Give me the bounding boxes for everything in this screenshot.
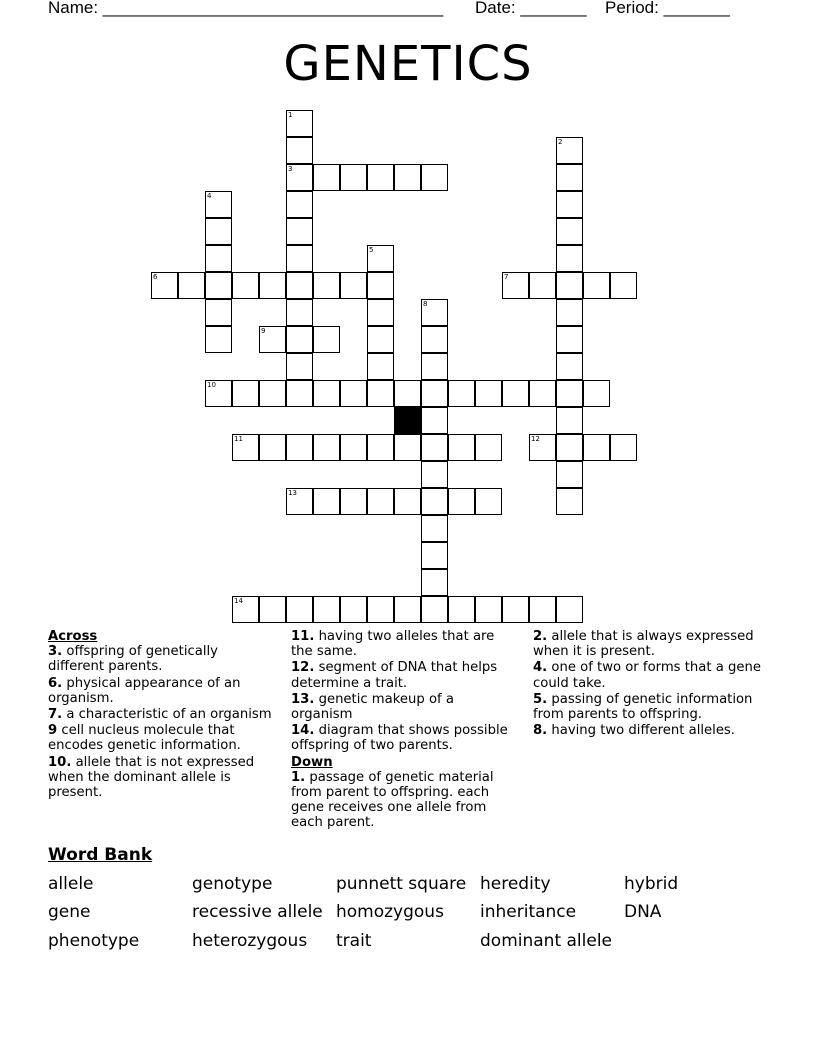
clue-down-1: 1. passage of genetic material from parent to offspring. each gene receives one allele from each parent. xyxy=(291,769,494,831)
crossword-cell[interactable] xyxy=(502,272,529,299)
crossword-cell[interactable] xyxy=(610,272,637,299)
crossword-cell[interactable] xyxy=(394,596,421,623)
crossword-cell[interactable] xyxy=(340,380,367,407)
crossword-cell[interactable] xyxy=(367,299,394,326)
page-title: GENETICS xyxy=(283,36,533,92)
clue-across-6: 6. physical appearance of an organism. xyxy=(48,675,241,706)
crossword-cell[interactable] xyxy=(313,272,340,299)
crossword-cell[interactable] xyxy=(475,434,502,461)
crossword-cell[interactable] xyxy=(556,596,583,623)
crossword-cell[interactable] xyxy=(259,596,286,623)
crossword-cell[interactable] xyxy=(556,461,583,488)
crossword-cell[interactable] xyxy=(286,380,313,407)
crossword-cell[interactable] xyxy=(556,218,583,245)
crossword-cell[interactable] xyxy=(583,434,610,461)
crossword-cell[interactable] xyxy=(556,353,583,380)
word-bank-item: gene xyxy=(48,902,91,922)
crossword-cell[interactable] xyxy=(583,380,610,407)
clue-number: 3 xyxy=(288,165,293,173)
clue-across-3: 3. offspring of genetically different parents. xyxy=(48,644,218,675)
clue-down-5: 5. passing of genetic information from parents to offspring. xyxy=(533,691,753,723)
clue-across-14: 14. diagram that shows possible offspring of two parents. xyxy=(291,723,508,754)
crossword-cell[interactable] xyxy=(232,434,259,461)
clue-column-1 xyxy=(48,629,276,801)
crossword-cell[interactable] xyxy=(205,326,232,353)
crossword-cell[interactable] xyxy=(286,245,313,272)
crossword-cell[interactable] xyxy=(367,488,394,515)
crossword-cell[interactable] xyxy=(529,380,556,407)
word-bank-item: phenotype xyxy=(48,931,140,951)
crossword-cell[interactable] xyxy=(205,245,232,272)
clue-number: 2 xyxy=(558,138,563,146)
crossword-cell[interactable] xyxy=(556,380,583,407)
crossword-cell[interactable] xyxy=(421,596,448,623)
crossword-cell[interactable] xyxy=(421,434,448,461)
clue-number: 8 xyxy=(423,300,428,308)
clue-number: 7 xyxy=(504,273,509,281)
crossword-cell[interactable] xyxy=(286,353,313,380)
crossword-cell[interactable] xyxy=(259,380,286,407)
word-bank-item: genotype xyxy=(192,874,273,894)
crossword-cell[interactable] xyxy=(205,299,232,326)
crossword-cell[interactable] xyxy=(286,110,313,137)
word-bank-item: recessive allele xyxy=(192,902,323,922)
crossword-cell[interactable] xyxy=(340,272,367,299)
clue-number: 13 xyxy=(288,489,297,497)
clue-number: 12 xyxy=(531,435,540,443)
clue-across-11: 11. having two alleles that are the same. xyxy=(291,629,495,660)
clue-across-12: 12. segment of DNA that helps determine a trait. xyxy=(291,660,498,691)
crossword-cell[interactable] xyxy=(421,488,448,515)
crossword-cell[interactable] xyxy=(367,596,394,623)
crossword-cell[interactable] xyxy=(394,164,421,191)
crossword-cell[interactable] xyxy=(421,299,448,326)
crossword-cell[interactable] xyxy=(340,164,367,191)
crossword-cell[interactable] xyxy=(367,380,394,407)
crossword-cell[interactable] xyxy=(286,596,313,623)
crossword-cell[interactable] xyxy=(502,380,529,407)
crossword-cell[interactable] xyxy=(421,461,448,488)
crossword-cell[interactable] xyxy=(475,488,502,515)
crossword-cell[interactable] xyxy=(313,164,340,191)
crossword-cell[interactable] xyxy=(421,326,448,353)
crossword-cell[interactable] xyxy=(367,272,394,299)
word-bank-item: dominant allele xyxy=(480,931,613,951)
crossword-cell[interactable] xyxy=(421,164,448,191)
word-bank-item: DNA xyxy=(624,902,662,922)
clue-across-7: 7. a characteristic of an organism xyxy=(48,707,272,723)
crossword-cell[interactable] xyxy=(367,245,394,272)
crossword-cell[interactable] xyxy=(313,380,340,407)
crossword-cell[interactable] xyxy=(448,488,475,515)
crossword-cell[interactable] xyxy=(313,488,340,515)
clue-column-3 xyxy=(533,629,761,739)
crossword-cell[interactable] xyxy=(259,326,286,353)
across-heading: Across xyxy=(48,629,98,644)
crossword-cell[interactable] xyxy=(259,272,286,299)
crossword-cell[interactable] xyxy=(556,245,583,272)
crossword-cell[interactable] xyxy=(205,380,232,407)
crossword-cell[interactable] xyxy=(286,326,313,353)
crossword-cell[interactable] xyxy=(313,326,340,353)
crossword-cell[interactable] xyxy=(232,272,259,299)
crossword-cell[interactable] xyxy=(475,380,502,407)
black-cell xyxy=(394,407,421,434)
crossword-cell[interactable] xyxy=(286,488,313,515)
crossword-cell[interactable] xyxy=(556,272,583,299)
crossword-cell[interactable] xyxy=(421,380,448,407)
clue-column-2 xyxy=(291,629,519,832)
crossword-cell[interactable] xyxy=(394,380,421,407)
word-bank-item: heredity xyxy=(480,874,551,894)
crossword-cell[interactable] xyxy=(502,596,529,623)
crossword-cell[interactable] xyxy=(556,191,583,218)
down-heading: Down xyxy=(291,754,333,770)
word-bank-item: inheritance xyxy=(480,902,577,922)
clue-number: 5 xyxy=(369,246,374,254)
clue-number: 11 xyxy=(234,435,243,443)
crossword-cell[interactable] xyxy=(340,596,367,623)
crossword-cell[interactable] xyxy=(556,137,583,164)
crossword-cell[interactable] xyxy=(286,164,313,191)
clue-down-4: 4. one of two or forms that a gene could take. xyxy=(533,660,761,691)
word-bank-item: punnett square xyxy=(336,874,467,894)
clue-number: 10 xyxy=(207,381,216,389)
crossword-cell[interactable] xyxy=(178,272,205,299)
crossword-cell[interactable] xyxy=(421,569,448,596)
crossword-cell[interactable] xyxy=(340,434,367,461)
crossword-cell[interactable] xyxy=(556,488,583,515)
clue-down-8: 8. having two different alleles. xyxy=(533,723,735,739)
crossword-cell[interactable] xyxy=(259,434,286,461)
crossword-cell[interactable] xyxy=(232,380,259,407)
crossword-cell[interactable] xyxy=(151,272,178,299)
crossword-cell[interactable] xyxy=(340,488,367,515)
crossword-cell[interactable] xyxy=(367,164,394,191)
clue-across-9: 9 cell nucleus molecule that encodes genetic information. xyxy=(48,723,241,754)
crossword-cell[interactable] xyxy=(232,596,259,623)
clue-number: 6 xyxy=(153,273,158,281)
crossword-cell[interactable] xyxy=(556,164,583,191)
clue-number: 14 xyxy=(234,597,243,605)
crossword-cell[interactable] xyxy=(421,407,448,434)
word-bank-item: allele xyxy=(48,874,94,894)
crossword-cell[interactable] xyxy=(286,137,313,164)
date-field[interactable]: Date: _______ xyxy=(475,0,587,17)
crossword-cell[interactable] xyxy=(610,434,637,461)
crossword-cell[interactable] xyxy=(529,272,556,299)
crossword-cell[interactable] xyxy=(313,596,340,623)
crossword-cell[interactable] xyxy=(448,596,475,623)
clue-across-13: 13. genetic makeup of a organism xyxy=(291,691,454,723)
crossword-cell[interactable] xyxy=(421,542,448,569)
crossword-cell[interactable] xyxy=(286,299,313,326)
crossword-cell[interactable] xyxy=(448,434,475,461)
word-bank-item: trait xyxy=(336,931,372,951)
crossword-cell[interactable] xyxy=(421,515,448,542)
crossword-cell[interactable] xyxy=(556,434,583,461)
clue-number: 1 xyxy=(288,111,293,119)
crossword-cell[interactable] xyxy=(394,488,421,515)
word-bank-item: homozygous xyxy=(336,902,444,922)
crossword-cell[interactable] xyxy=(421,353,448,380)
crossword-cell[interactable] xyxy=(286,272,313,299)
crossword-cell[interactable] xyxy=(205,272,232,299)
period-field[interactable]: Period: _______ xyxy=(605,0,730,17)
clue-across-10: 10. allele that is not expressed when the dominant allele is present. xyxy=(48,754,255,801)
crossword-cell[interactable] xyxy=(583,272,610,299)
crossword-cell[interactable] xyxy=(286,434,313,461)
crossword-cell[interactable] xyxy=(205,191,232,218)
crossword-cell[interactable] xyxy=(367,434,394,461)
word-bank-item: heterozygous xyxy=(192,931,308,951)
clue-down-2: 2. allele that is always expressed when it is present. xyxy=(533,629,754,660)
clue-number: 9 xyxy=(261,327,266,335)
crossword-cell[interactable] xyxy=(529,596,556,623)
crossword-cell[interactable] xyxy=(367,353,394,380)
crossword-cell[interactable] xyxy=(475,596,502,623)
crossword-cell[interactable] xyxy=(529,434,556,461)
word-bank-item: hybrid xyxy=(624,874,679,894)
crossword-cell[interactable] xyxy=(286,218,313,245)
crossword-cell[interactable] xyxy=(286,191,313,218)
name-field[interactable]: Name: ____________________________________ xyxy=(48,0,444,17)
crossword-cell[interactable] xyxy=(556,407,583,434)
crossword-cell[interactable] xyxy=(556,326,583,353)
crossword-cell[interactable] xyxy=(394,434,421,461)
crossword-cell[interactable] xyxy=(556,299,583,326)
crossword-cell[interactable] xyxy=(205,218,232,245)
crossword-cell[interactable] xyxy=(313,434,340,461)
crossword-cell[interactable] xyxy=(448,380,475,407)
word-bank-title: Word Bank xyxy=(48,845,153,865)
crossword-cell[interactable] xyxy=(367,326,394,353)
clue-number: 4 xyxy=(207,192,212,200)
